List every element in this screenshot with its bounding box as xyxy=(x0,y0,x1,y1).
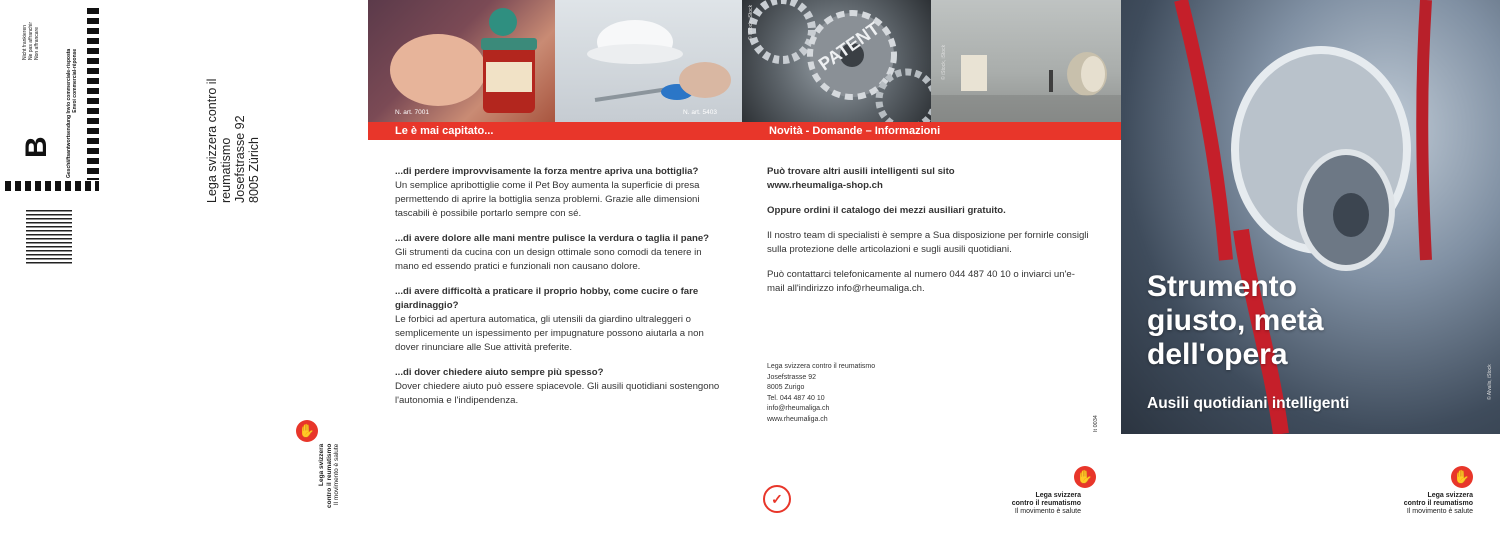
logo-line: Il movimento è salute xyxy=(333,443,340,506)
logo-line: contro il reumatismo xyxy=(325,443,333,508)
league-logo-icon: ✋ xyxy=(296,420,318,442)
franking-b-mark: B xyxy=(20,136,53,158)
cover-title-line: Strumento xyxy=(1147,270,1297,303)
section-header-left: Le è mai capitato... xyxy=(368,122,742,140)
faq-item xyxy=(395,232,720,274)
franking-dash-vertical xyxy=(87,8,99,180)
shop-info-text: Può trovare altri ausili intelligenti sul sito xyxy=(767,166,955,177)
logo-line: Lega svizzera xyxy=(1427,492,1473,499)
faq-item xyxy=(395,366,720,408)
logo-line: Il movimento è salute xyxy=(1014,508,1081,515)
shop-info xyxy=(767,165,1092,193)
faq-answer: Un semplice apribottiglie come il Pet Boy aumenta la superficie di presa permettendo di aprire la bottiglia senza problemi. Grazie alle dimensioni tascabili è possibile portarlo sempre con sé. xyxy=(395,180,700,219)
cover-credit: © Alvalis, iStock xyxy=(1487,364,1493,400)
contact-line: Tel. 044 487 40 10 xyxy=(767,394,825,402)
contact-line: Lega svizzera contro il reumatismo xyxy=(767,363,876,370)
league-logo-icon: ✋ xyxy=(1074,466,1096,488)
cover-title xyxy=(1147,270,1324,372)
photo-patent-gears xyxy=(742,0,931,122)
contact-line: 8005 Zurigo xyxy=(767,384,805,391)
cover-subtitle: Ausili quotidiani intelligenti xyxy=(1147,395,1350,412)
faq-answer: Dover chiedere aiuto può essere spiacevole. Gli ausili quotidiani sostengono l'autonomia e l'indipendenza. xyxy=(395,381,720,406)
svg-text:PATENT: PATENT xyxy=(814,18,884,75)
document-code: It 0034 xyxy=(1093,415,1099,432)
photo-jar-opener xyxy=(368,0,555,122)
right-text-column xyxy=(767,165,1092,307)
cover-title-line: giusto, metà xyxy=(1147,304,1324,337)
league-logo-text xyxy=(960,492,1081,516)
article-number: N. art. 5403 xyxy=(683,109,717,116)
logo-line: contro il reumatismo xyxy=(1403,500,1473,507)
logo-line: Lega svizzera xyxy=(318,443,325,486)
contact-line: Josefstrasse 92 xyxy=(767,373,817,381)
business-reply-line: Envoi commercial-réponse xyxy=(72,48,78,113)
faq-answer: Gli strumenti da cucina con un design ottimale sono comodi da tenere in mano ed essendo pratici e funzionali non causano dolore. xyxy=(395,247,702,272)
faq-item xyxy=(395,165,720,221)
franking-line: Ne pas affranchir xyxy=(28,22,34,60)
league-logo-text-vertical xyxy=(318,444,341,508)
faq-item xyxy=(395,285,720,355)
address-line: 8005 Zürich xyxy=(247,136,261,203)
faq-question: ...di avere dolore alle mani mentre pulisce la verdura o taglia il pane? xyxy=(395,233,710,244)
catalog-offer: Oppure ordini il catalogo dei mezzi ausiliari gratuito. xyxy=(767,205,1006,216)
logo-line: contro il reumatismo xyxy=(1011,500,1081,507)
gears-illustration xyxy=(742,0,931,122)
photo-scissors xyxy=(555,0,742,122)
franking-notice xyxy=(22,22,40,60)
shop-link[interactable]: www.rheumaliga-shop.ch xyxy=(767,180,883,191)
photo-idea-sphere xyxy=(931,0,1121,122)
franking-line: Non affrancare xyxy=(34,27,40,60)
cover-title-line: dell'opera xyxy=(1147,338,1288,371)
left-text-column xyxy=(395,165,720,419)
franking-dash-horizontal xyxy=(5,181,99,191)
contact-line: info@rheumaliga.ch xyxy=(767,405,830,412)
logo-line: Lega svizzera xyxy=(1035,492,1081,499)
cube-sphere-illustration xyxy=(931,0,1121,122)
recipient-address xyxy=(205,79,261,203)
cover-image xyxy=(1121,0,1500,434)
logo-line: Il movimento è salute xyxy=(1406,508,1473,515)
address-line: Josefstrasse 92 xyxy=(233,115,247,203)
league-logo-icon: ✋ xyxy=(1451,466,1473,488)
faq-question: ...di perdere improvvisamente la forza mentre apriva una bottiglia? xyxy=(395,166,699,177)
mail-panel xyxy=(0,0,368,538)
scissors-illustration xyxy=(555,0,742,122)
certification-seal-icon: ✓ xyxy=(763,485,791,513)
jar-illustration xyxy=(368,0,555,122)
photo-credit: © iStock, iStock xyxy=(941,44,947,80)
franking-line: Nicht frankieren xyxy=(22,24,28,60)
article-number: N. art. 7001 xyxy=(395,109,429,116)
team-info: Il nostro team di specialisti è sempre a Sua disposizione per fornirle consigli sulla protezione delle articolazioni e sugli ausili quotidiani. xyxy=(767,230,1089,255)
business-reply-line: Geschäftsantwortsendung Invio commerciale-risposta xyxy=(66,48,72,178)
contact-line: www.rheumaliga.ch xyxy=(767,415,828,423)
address-line: Lega svizzera contro il xyxy=(205,78,219,203)
address-line: reumatismo xyxy=(219,137,233,203)
faq-question: ...di dover chiedere aiuto sempre più spesso? xyxy=(395,367,604,378)
section-header-right: Novità - Domande – Informazioni xyxy=(742,122,1121,140)
faq-question: ...di avere difficoltà a praticare il proprio hobby, come cucire o fare giardinaggio? xyxy=(395,286,699,311)
faq-answer: Le forbici ad apertura automatica, gli utensili da giardino ultraleggeri o semplicemente un ispessimento per impugnature possono aiutarla a non dover rinunciare alle Sue attività preferite. xyxy=(395,314,704,353)
business-reply-notice xyxy=(66,49,78,178)
contact-info: Può contattarci telefonicamente al numero 044 487 40 10 o inviarci un'e-mail all'indirizzo info@rheumaliga.ch. xyxy=(767,269,1075,294)
league-logo-text xyxy=(1352,492,1473,516)
contact-block xyxy=(767,362,875,425)
photo-credit: © iStock, iStock xyxy=(748,4,754,40)
postal-barcode xyxy=(26,210,72,265)
